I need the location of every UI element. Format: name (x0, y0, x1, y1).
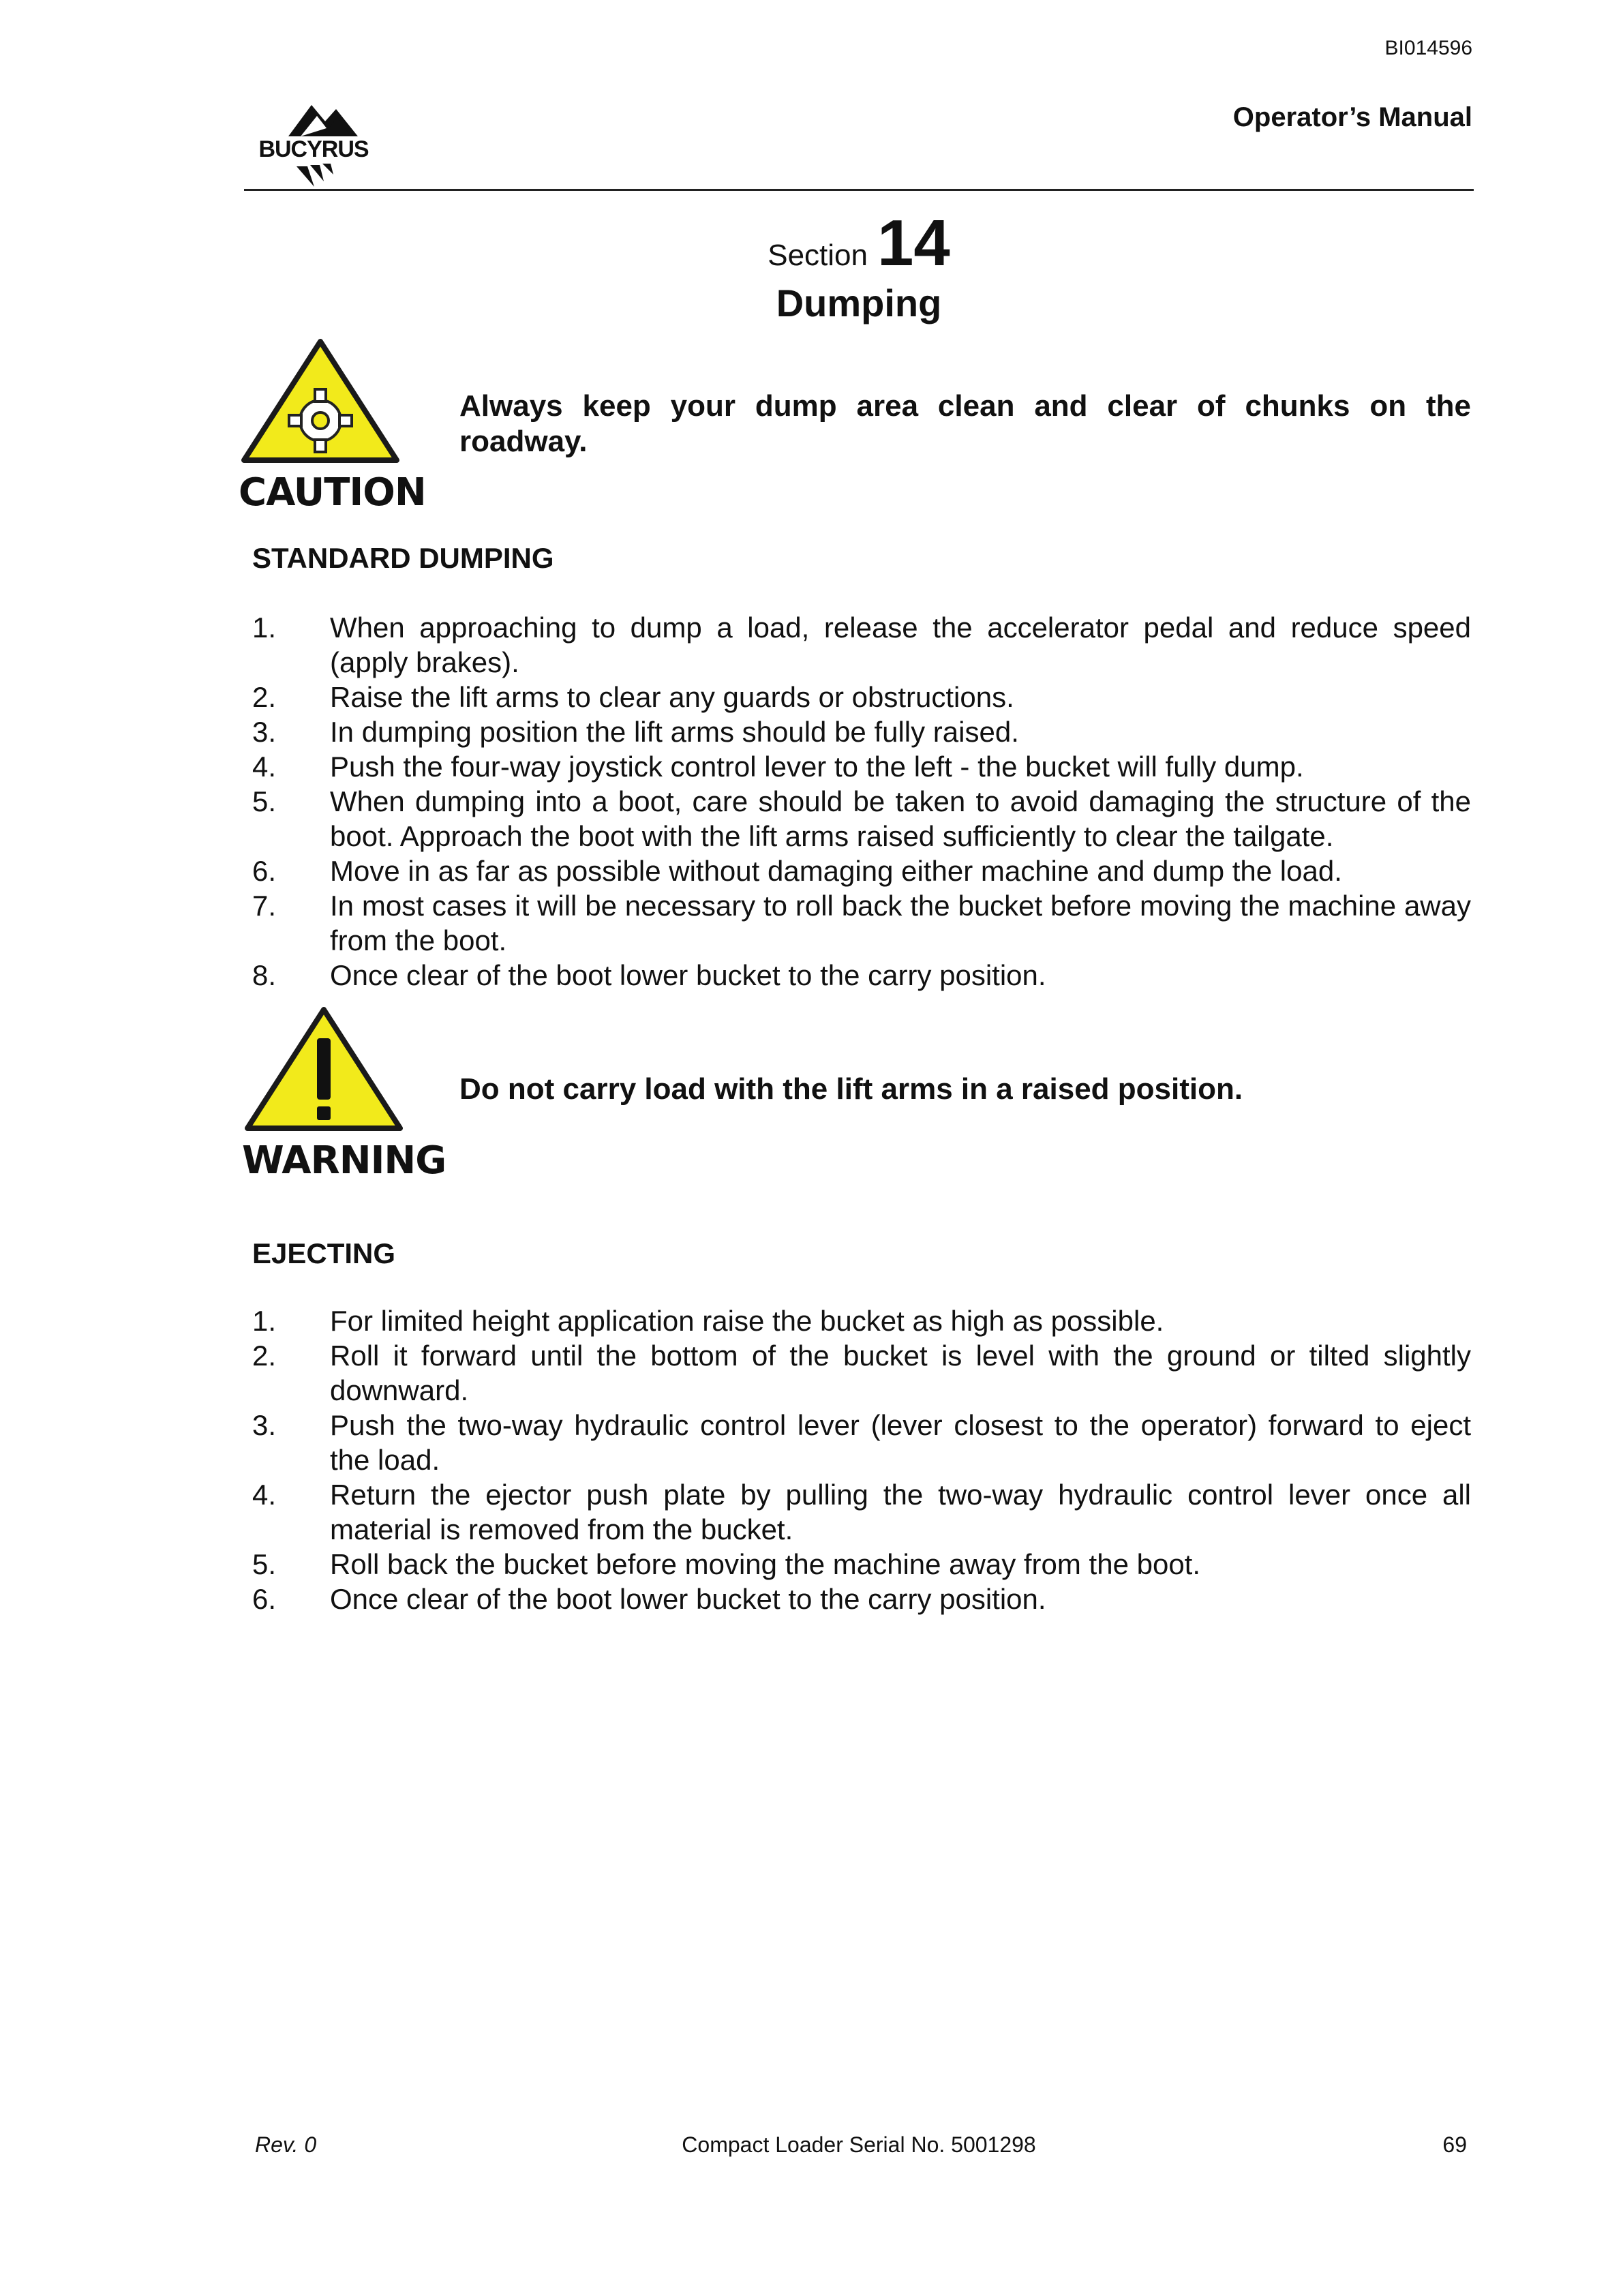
list-item (252, 610, 1471, 680)
list-item (252, 1338, 1471, 1408)
item-text: In most cases it will be necessary to roll back the bucket before moving the machine away from the boot. (330, 890, 1471, 956)
item-number: 6. (252, 1583, 277, 1615)
list-item (252, 958, 1471, 993)
item-text: For limited height application raise the bucket as high as possible. (330, 1305, 1164, 1337)
ejecting-list (252, 1303, 1471, 1616)
caution-triangle-icon (239, 337, 402, 467)
standard-dumping-heading: STANDARD DUMPING (252, 542, 554, 574)
warning-label: WARNING (242, 1138, 446, 1183)
header-divider (244, 189, 1474, 191)
list-item (252, 1303, 1471, 1338)
footer-revision: Rev. 0 (255, 2132, 317, 2157)
item-number: 3. (252, 716, 277, 748)
caution-message: Always keep your dump area clean and clear of chunks on the roadway. (459, 389, 1471, 458)
item-text: Once clear of the boot lower bucket to the carry position. (330, 1583, 1046, 1615)
item-number: 1. (252, 611, 277, 644)
ejecting-heading: EJECTING (252, 1237, 396, 1269)
list-item (252, 854, 1471, 888)
list-item (252, 1582, 1471, 1616)
item-text: Push the two-way hydraulic control lever (lever closest to the operator) forward to eject the load. (330, 1409, 1471, 1476)
item-number: 4. (252, 1479, 277, 1511)
item-number: 5. (252, 785, 277, 817)
item-text: Push the four-way joystick control lever to the left - the bucket will fully dump. (330, 751, 1304, 783)
list-item (252, 888, 1471, 958)
svg-text:BUCYRUS: BUCYRUS (258, 136, 369, 162)
item-text: In dumping position the lift arms should be fully raised. (330, 716, 1019, 748)
list-item (252, 1477, 1471, 1547)
item-text: When dumping into a boot, care should be taken to avoid damaging the structure of the boot. Approach the boot with the lift arms raised sufficiently to clear the tailgate. (330, 785, 1471, 852)
item-text: Once clear of the boot lower bucket to the carry position. (330, 959, 1046, 991)
warning-sign (242, 1006, 446, 1186)
item-number: 2. (252, 1340, 277, 1372)
item-number: 4. (252, 751, 277, 783)
item-number: 7. (252, 890, 277, 922)
section-number-line (0, 206, 1623, 281)
section-title: Dumping (776, 282, 942, 324)
section-number: 14 (877, 207, 950, 280)
item-number: 5. (252, 1548, 277, 1580)
list-item (252, 784, 1471, 854)
item-text: When approaching to dump a load, release the accelerator pedal and reduce speed (apply brakes). (330, 611, 1471, 678)
caution-label: CAUTION (239, 470, 426, 515)
bucyrus-logo (242, 101, 385, 188)
list-item (252, 714, 1471, 749)
footer-serial: Compact Loader Serial No. 5001298 (682, 2132, 1036, 2157)
item-text: Roll it forward until the bottom of the bucket is level with the ground or tilted slightly downward. (330, 1340, 1471, 1406)
section-label: Section (768, 239, 868, 272)
list-item (252, 680, 1471, 714)
caution-sign (239, 337, 426, 515)
item-number: 2. (252, 681, 277, 713)
item-text: Roll back the bucket before moving the machine away from the boot. (330, 1548, 1201, 1580)
warning-message: Do not carry load with the lift arms in a raised position. (459, 1072, 1243, 1106)
list-item (252, 1547, 1471, 1582)
item-number: 6. (252, 855, 277, 887)
page-number: 69 (1442, 2132, 1467, 2157)
standard-dumping-list (252, 610, 1471, 993)
item-text: Move in as far as possible without damaging either machine and dump the load. (330, 855, 1342, 887)
warning-triangle-icon (242, 1006, 406, 1135)
item-number: 1. (252, 1305, 277, 1337)
document-id: BI014596 (1384, 37, 1472, 59)
item-number: 8. (252, 959, 277, 991)
item-text: Raise the lift arms to clear any guards or obstructions. (330, 681, 1014, 713)
list-item (252, 749, 1471, 784)
item-text: Return the ejector push plate by pulling the two-way hydraulic control lever once all material is removed from the bucket. (330, 1479, 1471, 1545)
list-item (252, 1408, 1471, 1477)
manual-title: Operator’s Manual (1232, 102, 1472, 132)
item-number: 3. (252, 1409, 277, 1441)
